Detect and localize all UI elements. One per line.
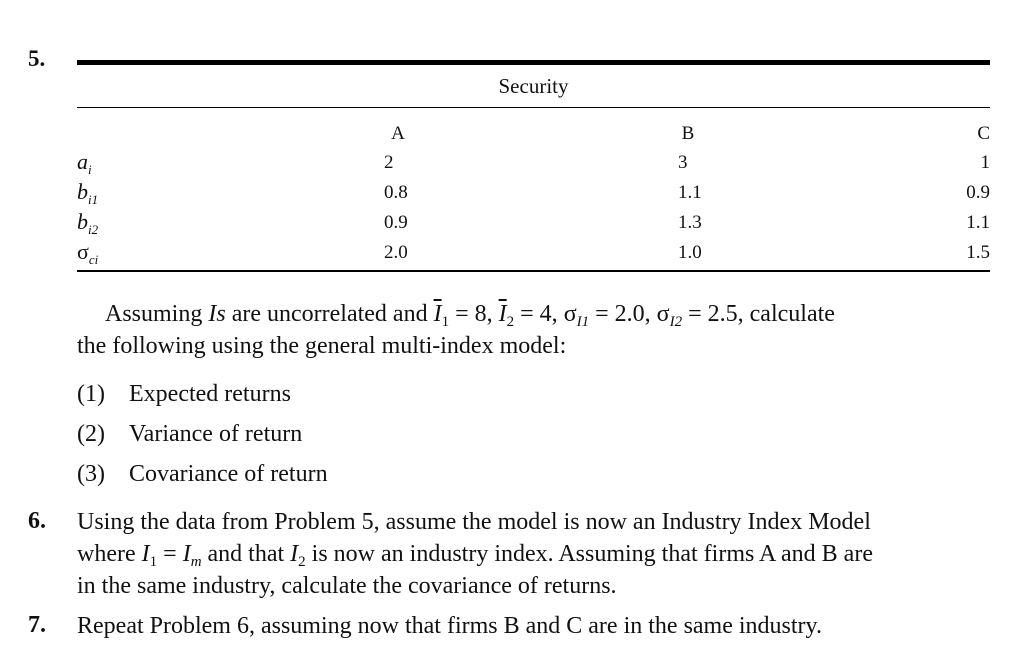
table-top-rule <box>77 60 990 65</box>
table-cell: 1.0 <box>678 242 702 263</box>
table-cell: 1.3 <box>678 212 702 233</box>
problem-5-statement-line2: the following using the general multi-index model: <box>77 333 567 359</box>
row-label-ai: $a_i$ <box>77 149 92 177</box>
table-cell: 1.1 <box>678 182 702 203</box>
column-header-b: B <box>681 123 695 144</box>
table-caption: Security <box>498 74 569 98</box>
problem-6-line1: Using the data from Problem 5, assume the model is now an Industry Index Model <box>77 509 871 535</box>
table-bottom-rule <box>77 270 990 272</box>
problem-6-line2: where $I_1 = I_m$ and that $I_2$ is now an industry index. Assuming that firms A and B are <box>77 541 873 570</box>
problem-5-statement-line1: Assuming Is are uncorrelated and $\overline{I}_1 = 8$, $\overline{I}_2 = 4$, $\sigma_{I1} = 2.0$, $\sigma_{I2} = 2.5$, calculate <box>105 301 835 330</box>
list-item: (3) Covariance of return <box>77 461 328 487</box>
table-header-rule <box>77 107 990 108</box>
table-cell: 1.5 <box>966 242 990 263</box>
list-item: (1) Expected returns <box>77 381 291 407</box>
row-label-bi1: $b_{i1}$ <box>77 179 99 207</box>
column-header-c: C <box>977 123 990 144</box>
problem-6-number: 6. <box>28 508 46 534</box>
table-cell: 0.9 <box>384 212 408 233</box>
table-cell: 1.1 <box>966 212 990 233</box>
row-label-sigma-ci: $\sigma_{ci}$ <box>77 239 99 267</box>
table-cell: 0.8 <box>384 182 408 203</box>
column-header-a: A <box>391 123 405 144</box>
table-cell: 1 <box>980 152 990 173</box>
table-cell: 2 <box>384 152 394 173</box>
problem-5-number: 5. <box>28 46 46 71</box>
row-label-bi2: $b_{i2}$ <box>77 209 99 237</box>
list-item: (2) Variance of return <box>77 421 303 447</box>
problem-6-line3: in the same industry, calculate the covariance of returns. <box>77 573 617 599</box>
table-cell: 3 <box>678 152 688 173</box>
problem-7-text: Repeat Problem 6, assuming now that firms B and C are in the same industry. <box>77 613 822 639</box>
table-cell: 0.9 <box>966 182 990 203</box>
problem-7-number: 7. <box>28 612 46 638</box>
table-cell: 2.0 <box>384 242 408 263</box>
